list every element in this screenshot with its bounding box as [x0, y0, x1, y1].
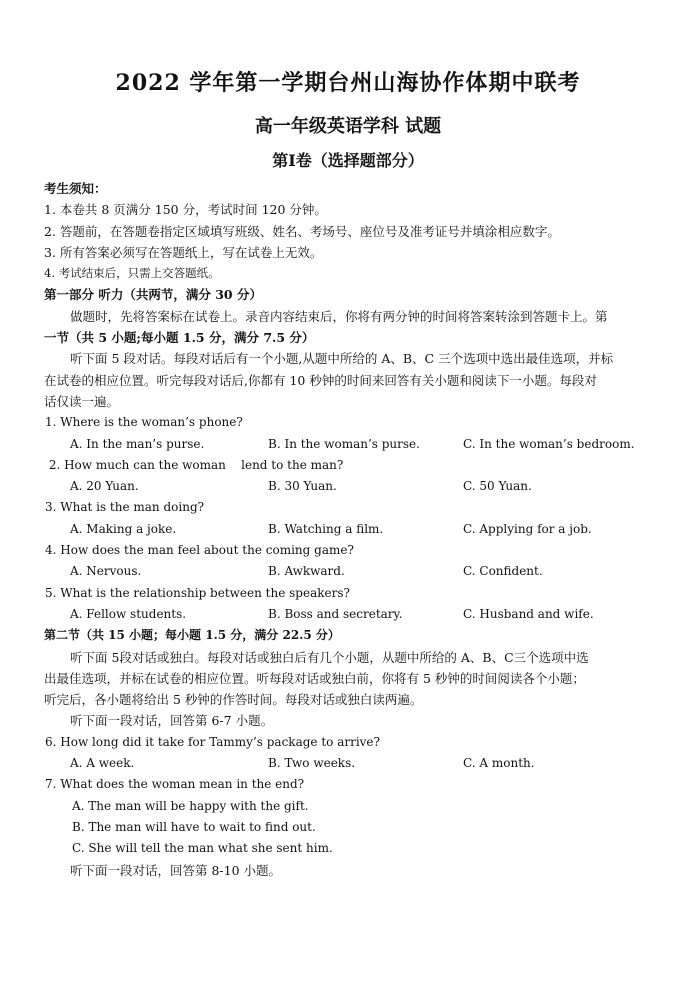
question-7: 7. What does the woman mean in the end?: [45, 777, 305, 792]
section1-instructions: 听下面 5 段对话。每段对话后有一个小题,从题中所给的 A、B、C 三个选项中选出最佳选项，并标: [70, 351, 614, 367]
option-c: C. Confident.: [463, 564, 543, 579]
option-c: C. In the woman’s bedroom.: [463, 436, 635, 451]
option-a: A. Fellow students.: [70, 606, 187, 621]
option-b: B. Two weeks.: [268, 756, 356, 771]
option-c: C. Husband and wife.: [463, 606, 594, 621]
option-a: A. 20 Yuan.: [70, 479, 139, 494]
option-a: A. Nervous.: [70, 564, 142, 579]
part1-intro: 做题时，先将答案标在试卷上。录音内容结束后，你将有两分钟的时间将答案转涂到答题卡上。第: [70, 308, 608, 324]
section2-heading: 第二节（共 15 小题；每小题 1.5 分，满分 22.5 分）: [44, 628, 340, 643]
option-c: C. A month.: [463, 756, 535, 771]
option-b: B. Watching a film.: [268, 521, 384, 536]
notice-item: 1. 本卷共 8 页满分 150 分，考试时间 120 分钟。: [44, 202, 327, 218]
exam-title: 2022 学年第一学期台州山海协作体期中联考: [115, 70, 581, 96]
section1-instructions: 在试卷的相应位置。听完每段对话后,你都有 10 秒钟的时间来回答有关小题和阅读下一小题。每段对: [44, 372, 597, 388]
section2-instructions: 听完后，各小题将给出 5 秒钟的作答时间。每段对话或独白读两遍。: [44, 692, 423, 708]
option-c: C. She will tell the man what she sent him.: [72, 841, 333, 856]
notice-item: 4. 考试结束后，只需上交答题纸。: [44, 266, 220, 281]
question-1: 1. Where is the woman’s phone?: [45, 415, 243, 430]
exam-subtitle: 高一年级英语学科 试题: [254, 116, 442, 137]
options-1: [44, 434, 658, 455]
section1-instructions: 话仅读一遍。: [44, 393, 120, 409]
option-b: B. The man will have to wait to find out.: [72, 819, 316, 834]
option-b: B. 30 Yuan.: [268, 479, 337, 494]
options-4: [44, 561, 658, 582]
part1-heading: 第一部分 听力（共两节，满分 30 分）: [44, 287, 262, 303]
exam-content: [44, 178, 658, 881]
question-2: 2. How much can the woman lend to the man?: [45, 457, 344, 472]
listen-note-6-7: 听下面一段对话，回答第 6-7 小题。: [70, 713, 274, 729]
option-b: B. Boss and secretary.: [268, 606, 403, 621]
listen-note-8-10: 听下面一段对话，回答第 8-10 小题。: [70, 862, 282, 878]
notice-item: 2. 答题前，在答题卷指定区域填写班级、姓名、考场号、座位号及准考证号并填涂相应数字。: [44, 223, 560, 239]
section2-instructions: 听下面 5段对话或独白。每段对话或独白后有几个小题，从题中所给的 A、B、C三个选项中选: [70, 649, 589, 665]
option-c: C. Applying for a job.: [463, 521, 592, 536]
notice-heading: 考生须知：: [44, 181, 107, 196]
question-6: 6. How long did it take for Tammy’s package to arrive?: [45, 734, 380, 749]
option-b: B. Awkward.: [268, 564, 345, 579]
section2-instructions: 出最佳选项，并标在试卷的相应位置。听每段对话或独白前，你将有 5 秒钟的时间阅读各个小题；: [44, 670, 585, 686]
option-c: C. 50 Yuan.: [463, 479, 532, 494]
question-4: 4. How does the man feel about the coming game?: [45, 543, 354, 558]
option-a: A. Making a joke.: [70, 521, 177, 536]
options-6: [44, 753, 658, 774]
options-2: [44, 476, 658, 497]
part-title: 第Ⅰ卷（选择题部分）: [272, 151, 424, 170]
options-3: [44, 519, 658, 540]
option-b: B. In the woman’s purse.: [268, 436, 420, 451]
section1-heading: 一节（共 5 小题;每小题 1.5 分，满分 7.5 分）: [44, 330, 315, 346]
question-5: 5. What is the relationship between the speakers?: [45, 585, 350, 600]
option-a: A. A week.: [70, 756, 135, 771]
notice-item: 3. 所有答案必须写在答题纸上，写在试卷上无效。: [44, 244, 323, 260]
question-3: 3. What is the man doing?: [45, 500, 205, 515]
options-5: [44, 604, 658, 625]
option-a: A. The man will be happy with the gift.: [72, 798, 309, 813]
option-a: A. In the man’s purse.: [70, 436, 205, 451]
